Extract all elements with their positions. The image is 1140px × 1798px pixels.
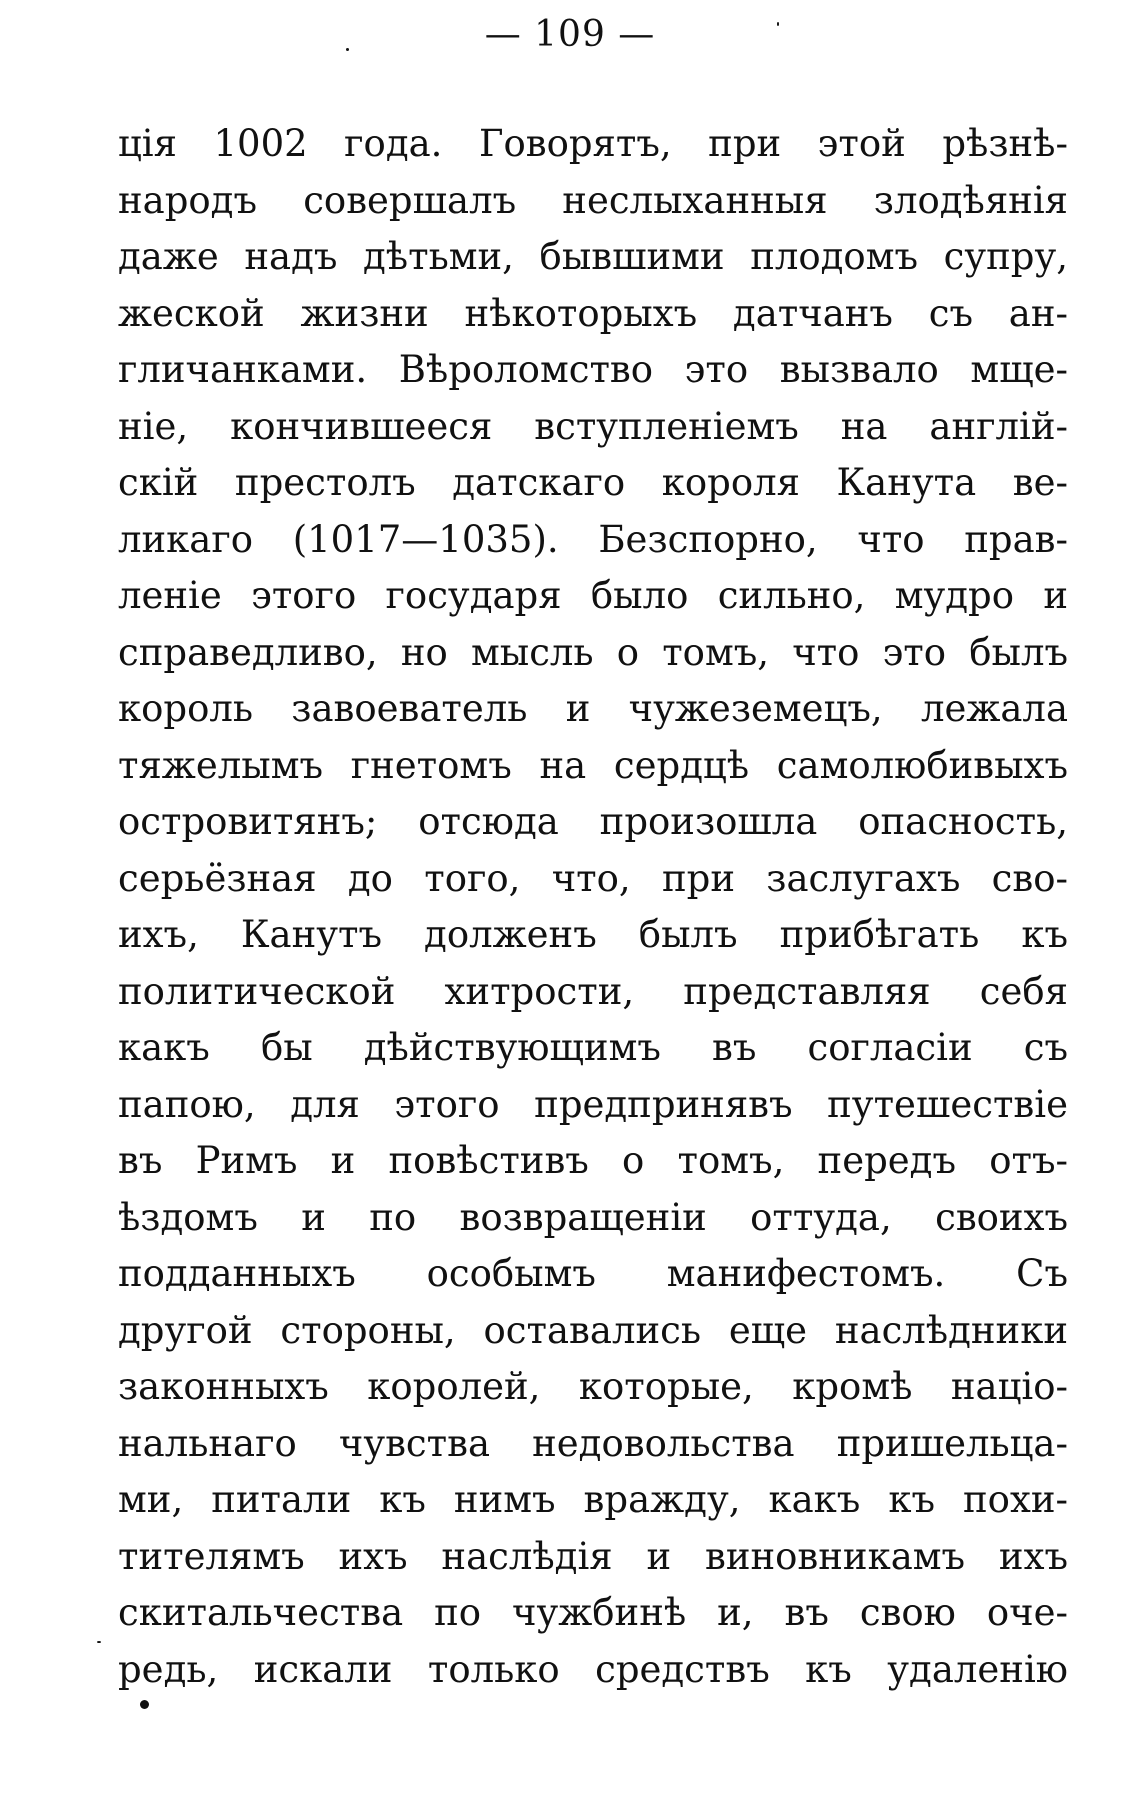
body-text [118,116,1068,1698]
text-line: другой стороны, оставались еще наслѣдники [118,1308,1068,1352]
text-line: жеской жизни нѣкоторыхъ датчанъ съ ан- [118,291,1068,335]
text-line: редь, искали только средствъ къ удаленію [118,1647,1068,1691]
text-line: король завоеватель и чужеземецъ, лежала [118,687,1068,730]
text-line: скитальчества по чужбинѣ и, въ свою оче- [118,1591,1068,1634]
text-line: тителямъ ихъ наслѣдія и виновникамъ ихъ [118,1534,1068,1578]
text-line: ніе, кончившееся вступленіемъ на англій- [118,404,1068,448]
text-line: ѣздомъ и по возвращеніи оттуда, своихъ [118,1195,1068,1239]
text-line: какъ бы дѣйствующимъ въ согласіи съ [118,1026,1068,1069]
text-line: даже надъ дѣтьми, бывшими плодомъ супру, [118,235,1068,278]
text-line: ми, питали къ нимъ вражду, какъ къ похи- [118,1478,1068,1521]
text-line: папою, для этого предпринявъ путешествіе [118,1082,1068,1126]
text-line: скій престолъ датскаго короля Канута ве- [118,461,1068,504]
text-line: ихъ, Канутъ долженъ былъ прибѣгать къ [118,913,1068,956]
ink-speck [777,22,779,26]
text-line: справедливо, но мысль о томъ, что это былъ [118,630,1068,674]
text-line: нальнаго чувства недовольства пришельца- [118,1421,1068,1465]
ink-speck [140,1700,149,1709]
text-line: серьёзная до того, что, при заслугахъ сво- [118,856,1068,900]
text-line: подданныхъ особымъ манифестомъ. Съ [118,1252,1068,1295]
text-line: законныхъ королей, которые, кромѣ націо- [118,1365,1068,1408]
text-line: тяжелымъ гнетомъ на сердцѣ самолюбивыхъ [118,743,1068,787]
text-line: гличанками. Вѣроломство это вызвало мще- [118,348,1068,391]
text-line: въ Римъ и повѣстивъ о томъ, передъ отъ- [118,1139,1068,1182]
ink-speck [97,1641,101,1643]
text-line: ція 1002 года. Говорятъ, при этой рѣзнѣ- [118,122,1068,165]
text-line: островитянъ; отсюда произошла опасность, [118,800,1068,843]
text-line: ликаго (1017—1035). Безспорно, что прав- [118,517,1068,561]
text-line: политической хитрости, представляя себя [118,969,1068,1013]
page-number: — 109 — [484,14,656,55]
text-line: народъ совершалъ неслыханныя злодѣянія [118,178,1068,222]
ink-speck [346,48,349,51]
text-line: леніе этого государя было сильно, мудро и [118,574,1068,617]
